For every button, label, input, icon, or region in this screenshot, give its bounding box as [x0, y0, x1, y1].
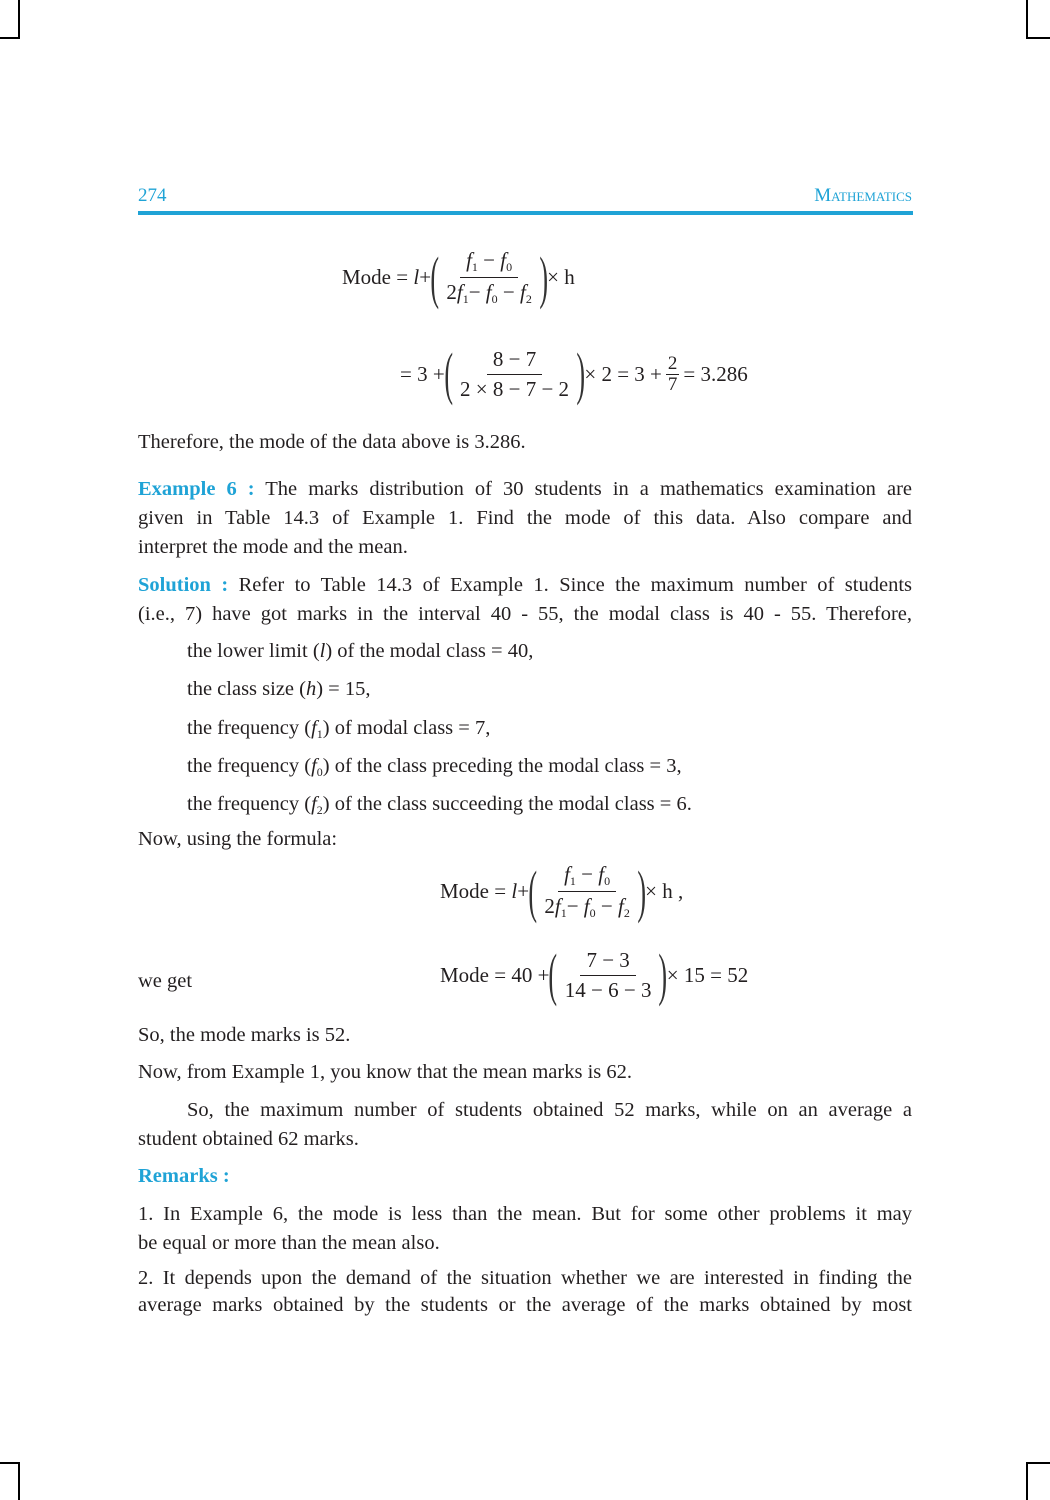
plus: + [517, 879, 530, 903]
header-rule [138, 211, 913, 215]
paragraph: So, the mode marks is 52. [138, 1024, 351, 1046]
remark-line: 1. In Example 6, the mode is less than the mean. But for some other problems it may [138, 1203, 912, 1225]
example-label: Example 6 : [138, 478, 255, 500]
running-title: Mathematics [814, 185, 912, 206]
denominator: 7 [667, 373, 678, 395]
remark-line: be equal or more than the mean also. [138, 1232, 440, 1254]
left-paren: ( [444, 341, 453, 406]
term: × 2 = 3 + [584, 361, 662, 386]
given-item: the class size (h) = 15, [187, 678, 371, 700]
left-paren: ( [528, 858, 538, 924]
mode-calculation [400, 341, 748, 406]
mode-formula [440, 858, 684, 924]
denominator: $2f_1- f_0 - f_2$ [544, 894, 630, 920]
term: × 15 [666, 962, 705, 987]
given-item: the frequency $(f_2)$ of the class succeeding the modal class = 6. [187, 793, 692, 817]
paragraph: Therefore, the mode of the data above is 3.286. [138, 431, 526, 453]
formula-lhs: Mode = [342, 265, 409, 289]
term: 3 + [417, 361, 445, 386]
numerator: $f_1 - f_0$ [558, 862, 616, 892]
solution-label: Solution : [138, 574, 229, 596]
fraction [666, 354, 680, 395]
solution-line: (i.e., 7) have got marks in the interval 40 - 55, the modal class is 40 - 55. Therefore, [138, 603, 912, 625]
result: = 3.286 [683, 361, 748, 386]
remark-line: 2. It depends upon the demand of the situation whether we are interested in finding the [138, 1267, 912, 1289]
formula-lhs: Mode = [440, 962, 507, 987]
times-h: × h , [645, 879, 684, 903]
term: 40 + [511, 962, 550, 987]
paragraph-line: So, the maximum number of students obtained 52 marks, while on an average a [187, 1099, 912, 1121]
result: = 52 [710, 962, 749, 987]
crop-mark [1026, 37, 1050, 39]
example-line: Example 6 : The marks distribution of 30 students in a mathematics examination are [138, 478, 912, 500]
equals: = [400, 361, 412, 386]
var-l: l [413, 265, 420, 289]
var-l: l [511, 879, 518, 903]
right-paren: ) [658, 942, 668, 1007]
denominator: $2f_1- f_0 - f_2$ [446, 280, 532, 306]
fraction [454, 347, 575, 402]
formula-lhs: Mode = [440, 879, 507, 903]
left-paren: ( [548, 942, 558, 1007]
remarks-heading: Remarks : [138, 1165, 230, 1187]
paragraph-line: student obtained 62 marks. [138, 1128, 359, 1150]
numerator: 8 − 7 [487, 347, 542, 375]
crop-mark [0, 1462, 20, 1464]
numerator: $f_1 - f_0$ [460, 248, 518, 278]
page-number: 274 [138, 185, 167, 206]
given-item: the lower limit (l) of the modal class = 40, [187, 640, 534, 662]
crop-mark [0, 37, 20, 39]
fraction [538, 862, 635, 921]
crop-mark [18, 0, 20, 38]
fraction [440, 248, 537, 307]
paragraph: Now, from Example 1, you know that the mean marks is 62. [138, 1061, 632, 1083]
crop-mark [18, 1462, 20, 1500]
crop-mark [1026, 0, 1028, 38]
example-line: given in Table 14.3 of Example 1. Find the mode of this data. Also compare and [138, 507, 912, 529]
right-paren: ) [637, 858, 646, 924]
numerator: 2 [667, 352, 678, 374]
example-line: interpret the mode and the mean. [138, 536, 408, 558]
right-paren: ) [539, 244, 548, 310]
paragraph: Now, using the formula: [138, 828, 338, 850]
fraction [559, 948, 658, 1003]
given-item: the frequency $(f_1)$ of modal class = 7, [187, 717, 491, 741]
remark-line: average marks obtained by the students or the average of the marks obtained by most [138, 1294, 912, 1316]
plus: + [419, 265, 432, 289]
mode-calculation [440, 942, 749, 1007]
denominator: 14 − 6 − 3 [564, 977, 652, 1002]
crop-mark [1026, 1462, 1050, 1464]
given-item: the frequency $(f_0)$ of the class preceding the modal class = 3, [187, 755, 682, 779]
right-paren: ) [576, 341, 586, 406]
mode-formula [342, 244, 575, 310]
times-h: × h [547, 265, 575, 289]
crop-mark [1026, 1462, 1028, 1500]
left-paren: ( [430, 244, 440, 310]
numerator: 7 − 3 [580, 948, 635, 976]
solution-line: Solution : Refer to Table 14.3 of Example 1. Since the maximum number of students [138, 574, 912, 596]
we-get-label: we get [138, 970, 193, 992]
denominator: 2 × 8 − 7 − 2 [460, 376, 570, 401]
